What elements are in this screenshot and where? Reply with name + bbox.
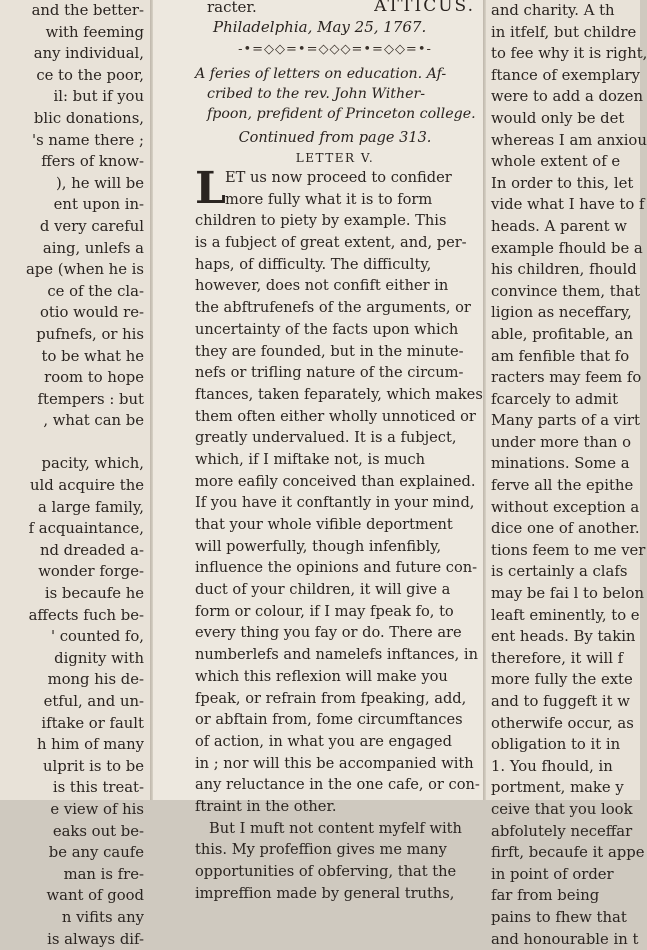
body-text-line: nefs or trifling nature of the circum- [195,364,464,382]
body-text-line: the abftrufenefs of the arguments, or [195,299,471,317]
right-text-line: under more than o [491,433,631,451]
right-text-line: heads. A parent w [491,217,627,235]
drop-cap-letter: L [195,163,226,214]
left-text-line: ftempers : but [37,390,144,408]
right-text-line: and to fuggeft it w [491,693,630,710]
body-text-line: ftraint in the other. [195,797,337,815]
left-text-line: be any caufe [48,844,144,862]
left-text-line: dignity with [54,649,144,667]
left-text-line: ce of the cla- [47,282,144,300]
right-text-line: were to add a dozen [491,88,643,106]
body-text-line: in ; nor will this be accompanied with [195,754,474,772]
right-text-line: therefore, it will f [491,649,624,667]
right-text-line: in itfelf, but childre [491,23,637,41]
body-text-line: or abftain from, fome circumftances [195,711,463,729]
body-text-line: impreffion made by general truths, [195,884,455,902]
left-text-line: ent upon in- [53,196,144,214]
body-text-line: fpeak, or refrain from fpeaking, add, [195,689,467,707]
right-text-line: Many parts of a virt [491,412,640,430]
left-text-line: etful, and un- [43,693,144,710]
right-text-line: leaft eminently, to e [491,606,640,624]
body-text-line: numberlefs and namelefs inftances, in [195,646,478,664]
body-text-line: which this reflexion will make you [195,667,448,685]
right-text-line: ligion as neceffary, [491,304,632,322]
right-text-line: 1. You fhould, in [491,757,613,775]
series-title-line-1: A feries of letters on education. Af- [195,66,447,82]
left-text-line: h him of many [36,736,144,754]
dropcap-line-2: more fully what it is to form [225,190,433,208]
right-text-line: fcarcely to admit [491,390,619,408]
left-text-line: 's name there ; [32,131,144,149]
body-text-line: uncertainty of the facts upon which [195,320,459,338]
left-text-line: e view of his [50,800,144,818]
left-text-line: is always dif- [47,930,144,948]
left-text-line: otio would re- [39,304,144,322]
left-page-column [0,0,150,948]
left-text-line: to be what he [41,347,144,365]
right-text-line: convince them, that [491,282,641,300]
left-text-line: is this treat- [52,779,144,797]
right-text-line: am fenfible that fo [491,347,630,365]
right-text-line: minations. Some a [491,455,630,473]
right-text-line: is certainly a clafs [491,563,628,581]
left-text-line: room to hope [44,369,144,387]
left-text-line: d very careful [39,217,144,235]
left-text-line: a large family, [38,498,144,516]
right-text-line: pains to fhew that [491,908,627,926]
left-text-line: pufnefs, or his [36,325,144,343]
body-text-line: which, if I miftake not, is much [195,450,426,468]
right-text-line: more fully the exte [491,671,633,689]
left-text-line: nd dreaded a- [39,541,144,559]
dropcap-line-1: ET us now proceed to confider [225,169,452,186]
left-text-line: man is fre- [63,865,144,883]
letter-body [195,210,483,817]
right-text-line: otherwife occur, as [491,714,634,732]
drop-cap-block [195,163,475,214]
left-text-line: any individual, [33,45,144,63]
left-text-line: eaks out be- [52,822,144,840]
left-text-line: ape (when he is [25,261,144,279]
left-column-text [26,0,144,950]
center-page-column [153,0,483,902]
body-text-line: opportunities of obferving, that the [195,863,457,880]
right-text-line: tions feem to me ver [491,541,646,559]
right-column-text [491,0,647,950]
right-text-line: ferve all the epithe [491,477,634,495]
right-text-line: ceive that you look [491,800,633,818]
left-text-line: and the better- [31,2,144,19]
body-text-line: influence the opinions and future con- [195,559,478,577]
right-text-line: to fee why it is right, [491,45,647,63]
left-text-line: ffers of know- [41,153,144,171]
series-title-line-3: fpoon, prefident of Princeton college. [207,106,476,122]
left-text-line: ulprit is to be [42,757,144,775]
series-title-line-2: cribed to the rev. John Wither- [207,86,426,102]
right-text-line: obligation to it in [491,736,621,754]
right-text-line: firft, becaufe it appe [491,844,645,862]
left-text-line: pacity, which, [41,455,144,473]
right-text-line: In order to this, let [491,174,634,192]
right-text-line: racters may feem fo [491,369,642,387]
right-text-line: ent heads. By takin [491,628,636,646]
body-text-line: every thing you fay or do. There are [195,624,462,642]
right-text-line: portment, make y [491,779,624,797]
left-text-line: il: but if you [53,88,144,106]
right-text-line: and honourable in t [491,930,639,948]
body-text-line: them often either wholly unnoticed or [195,407,476,425]
right-text-line: whole extent of e [491,153,621,171]
right-text-line: may be fai l to belon [491,585,644,603]
left-text-line: with feeming [45,23,144,41]
right-text-line: whereas I am anxiou [491,131,647,149]
ornament-divider: -•=◇◇=•=◇◇◇=•=◇◇=•- [238,42,432,57]
body-text-line: more eafily conceived than explained. [195,472,476,490]
body-text-line: of action, in what you are engaged [195,732,452,750]
body-text-line: any reluctance in the one cafe, or con- [195,776,480,794]
body-text-line: form or colour, if I may fpeak fo, to [195,602,454,620]
body-text-line: however, does not confift either in [195,277,449,295]
left-text-line: wonder forge- [38,563,144,581]
continued-note: Continued from page 313. [238,130,432,146]
body-text-line: ftances, taken feparately, which makes [195,385,483,403]
letter-body-paragraph-2 [195,818,475,905]
left-text-line: ce to the poor, [36,66,144,84]
left-text-line: blic donations, [33,109,144,127]
body-text-line: this. My profeffion gives me many [195,841,447,859]
left-text-line: ), he will be [56,174,144,192]
left-text-line [26,432,144,454]
body-text-line: duct of your children, it will give a [195,581,451,599]
left-text-line: , what can be [43,412,144,430]
right-text-line: far from being [491,887,600,905]
right-text-line: would only be det [491,109,625,127]
right-text-line: abfolutely neceffar [491,822,633,840]
right-text-line: dice one of another. [491,520,640,538]
letter-title: LETTER V. [295,151,375,165]
dateline: Philadelphia, May 25, 1767. [213,18,427,36]
left-text-line: iftake or fault [41,714,144,732]
right-text-line: his children, fhould [491,261,637,279]
right-text-line: vide what I have to f [491,196,645,214]
right-text-line: example fhould be a [491,239,643,257]
body-text-line: is a fubject of great extent, and, per- [195,234,467,252]
body-text-line: haps, of difficulty. The difficulty, [195,255,432,273]
body-text-line: But I muft not content myfelf with [209,819,462,837]
body-text-line: greatly undervalued. It is a fubject, [195,429,457,447]
right-text-line: in point of order [491,865,614,883]
left-text-line: mong his de- [47,671,144,689]
body-text-line: children to piety by example. This [195,212,447,230]
left-text-line: f acquaintance, [28,520,144,538]
right-text-line: able, profitable, an [491,325,634,343]
signature: ATTICUS. [374,0,475,16]
right-page-column [486,0,647,948]
right-text-line: ftance of exemplary [491,66,640,84]
left-text-line: n vifits any [61,908,144,926]
body-text-line: that your whole vifible deportment [195,516,453,533]
right-text-line: and charity. A th [491,2,615,19]
header-top-line: racter. [207,0,257,16]
left-text-line: is becaufe he [44,585,144,603]
center-column-text [195,0,483,904]
body-text-line: will powerfully, though infenfibly, [195,537,442,555]
body-text-line: If you have it conftantly in your mind, [195,494,475,512]
left-text-line: affects fuch be- [28,606,144,624]
left-text-line: want of good [46,887,144,905]
left-text-line: aing, unlefs a [42,239,144,257]
right-text-line: without exception a [491,498,640,516]
body-text-line: they are founded, but in the minute- [195,342,464,360]
left-text-line: uld acquire the [29,477,144,495]
left-text-line: ' counted fo, [51,628,144,646]
